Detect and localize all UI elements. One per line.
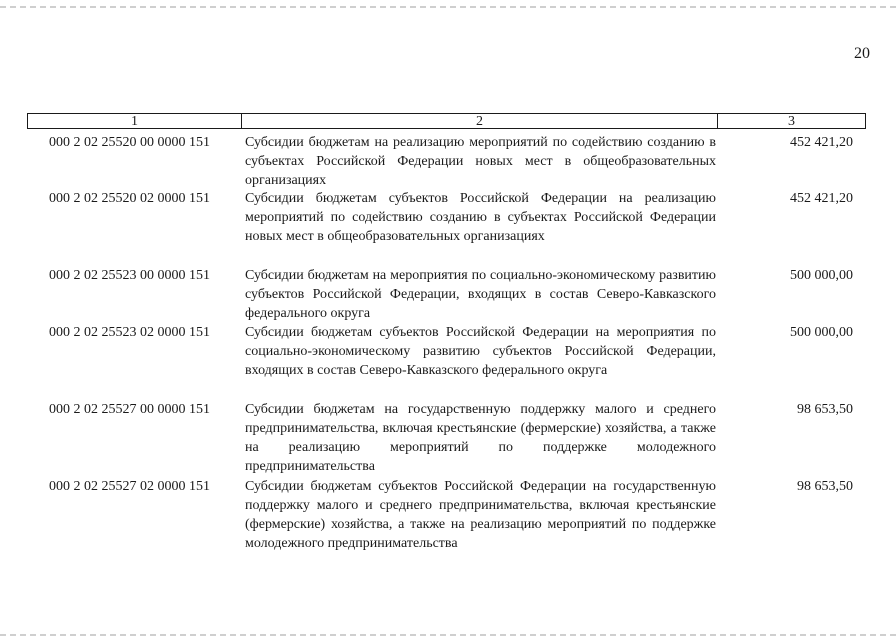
budget-code: 000 2 02 25527 02 0000 151 <box>49 479 210 494</box>
budget-code: 000 2 02 25520 00 0000 151 <box>49 135 210 150</box>
column-header-1: 1 <box>28 114 242 128</box>
page-number: 20 <box>854 45 870 62</box>
row-description: Субсидии бюджетам на государственную поддержку малого и среднего предпринимательства, включая крестьянские (фермерские) хозяйства, а также на реализацию мероприятий по поддержке молодежного предпринимательства <box>245 402 716 474</box>
budget-code: 000 2 02 25523 02 0000 151 <box>49 325 210 340</box>
row-amount: 98 653,50 <box>797 402 853 417</box>
budget-code: 000 2 02 25527 00 0000 151 <box>49 402 210 417</box>
row-amount: 452 421,20 <box>790 191 853 206</box>
scan-edge-top <box>0 6 896 8</box>
row-description: Субсидии бюджетам на мероприятия по социально-экономическому развитию субъектов Российской Федерации, входящих в состав Северо-Кавказского федерального округа <box>245 268 716 321</box>
row-amount: 500 000,00 <box>790 268 853 283</box>
table-header <box>27 113 866 129</box>
column-header-3: 3 <box>788 114 795 129</box>
row-description: Субсидии бюджетам на реализацию мероприятий по содействию созданию в субъектах Российской Федерации новых мест в общеобразовательных организациях <box>245 135 716 188</box>
row-amount: 98 653,50 <box>797 479 853 494</box>
budget-code: 000 2 02 25523 00 0000 151 <box>49 268 210 283</box>
scan-edge-bottom <box>0 634 896 636</box>
budget-code: 000 2 02 25520 02 0000 151 <box>49 191 210 206</box>
column-header-2: 2 <box>242 114 718 128</box>
row-description: Субсидии бюджетам субъектов Российской Федерации на государственную поддержку малого и среднего предпринимательства, включая крестьянские (фермерские) хозяйства, а также на реализацию мероприятий по поддержке молодежного предпринимательства <box>245 479 716 551</box>
row-amount: 500 000,00 <box>790 325 853 340</box>
row-amount: 452 421,20 <box>790 135 853 150</box>
row-description: Субсидии бюджетам субъектов Российской Федерации на мероприятия по социально-экономическому развитию субъектов Российской Федерации, входящих в состав Северо-Кавказского федерального округа <box>245 325 716 378</box>
row-description: Субсидии бюджетам субъектов Российской Федерации на реализацию мероприятий по содействию созданию в субъектах Российской Федерации новых мест в общеобразовательных организациях <box>245 191 716 244</box>
